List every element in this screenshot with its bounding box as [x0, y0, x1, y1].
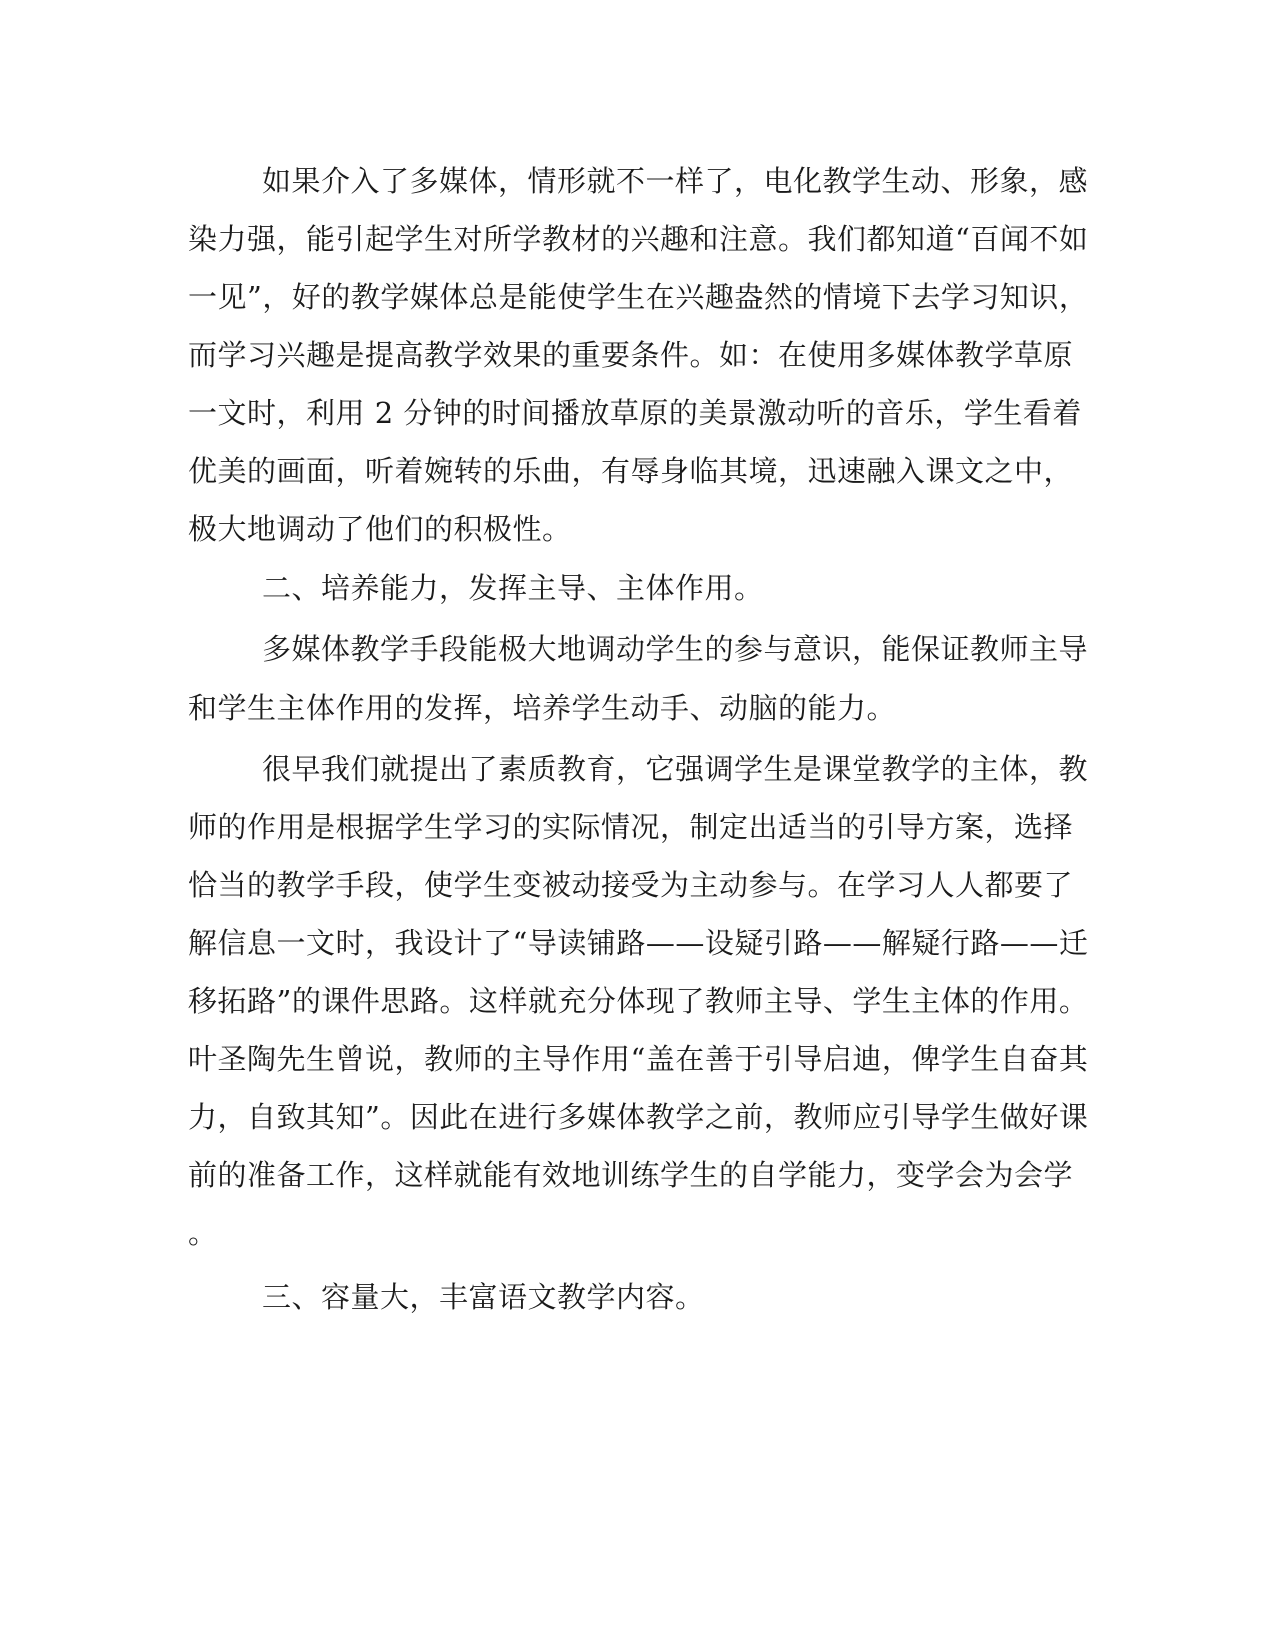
paragraph-3-line-9: 。	[188, 1216, 218, 1250]
paragraph-2-line-1: 多媒体教学手段能极大地调动学生的参与意识，能保证教师主导	[262, 632, 1089, 666]
paragraph-1-line-4: 而学习兴趣是提高教学效果的重要条件。如：在使用多媒体教学草原	[188, 338, 1074, 372]
paragraph-3-line-1: 很早我们就提出了素质教育，它强调学生是课堂教学的主体，教	[262, 752, 1089, 786]
paragraph-3-line-7: 力，自致其知”。因此在进行多媒体教学之前，教师应引导学生做好课	[188, 1100, 1089, 1134]
paragraph-3-line-3: 恰当的教学手段，使学生变被动接受为主动参与。在学习人人都要了	[188, 868, 1074, 902]
paragraph-1-line-7: 极大地调动了他们的积极性。	[188, 512, 572, 546]
section-heading-2: 二、培养能力，发挥主导、主体作用。	[262, 571, 764, 605]
paragraph-1-line-3: 一见”，好的教学媒体总是能使学生在兴趣盎然的情境下去学习知识，	[188, 280, 1089, 314]
paragraph-3-line-5: 移拓路”的课件思路。这样就充分体现了教师主导、学生主体的作用。	[188, 984, 1089, 1018]
paragraph-1-line-5: 一文时，利用 2 分钟的时间播放草原的美景激动听的音乐，学生看着	[188, 396, 1082, 430]
paragraph-3-line-4: 解信息一文时，我设计了“导读铺路——设疑引路——解疑行路——迁	[188, 926, 1089, 960]
paragraph-3-line-8: 前的准备工作，这样就能有效地训练学生的自学能力，变学会为会学	[188, 1158, 1074, 1192]
paragraph-3-line-2: 师的作用是根据学生学习的实际情况，制定出适当的引导方案，选择	[188, 810, 1074, 844]
section-heading-3: 三、容量大，丰富语文教学内容。	[262, 1280, 705, 1314]
paragraph-1-line-1: 如果介入了多媒体，情形就不一样了，电化教学生动、形象，感	[262, 164, 1089, 198]
paragraph-2-line-2: 和学生主体作用的发挥，培养学生动手、动脑的能力。	[188, 691, 897, 725]
paragraph-1-line-2: 染力强，能引起学生对所学教材的兴趣和注意。我们都知道“百闻不如	[188, 222, 1089, 256]
paragraph-1-line-6: 优美的画面，听着婉转的乐曲，有辱身临其境，迅速融入课文之中，	[188, 454, 1074, 488]
paragraph-3-line-6: 叶圣陶先生曾说，教师的主导作用“盖在善于引导启迪，俾学生自奋其	[188, 1042, 1089, 1076]
